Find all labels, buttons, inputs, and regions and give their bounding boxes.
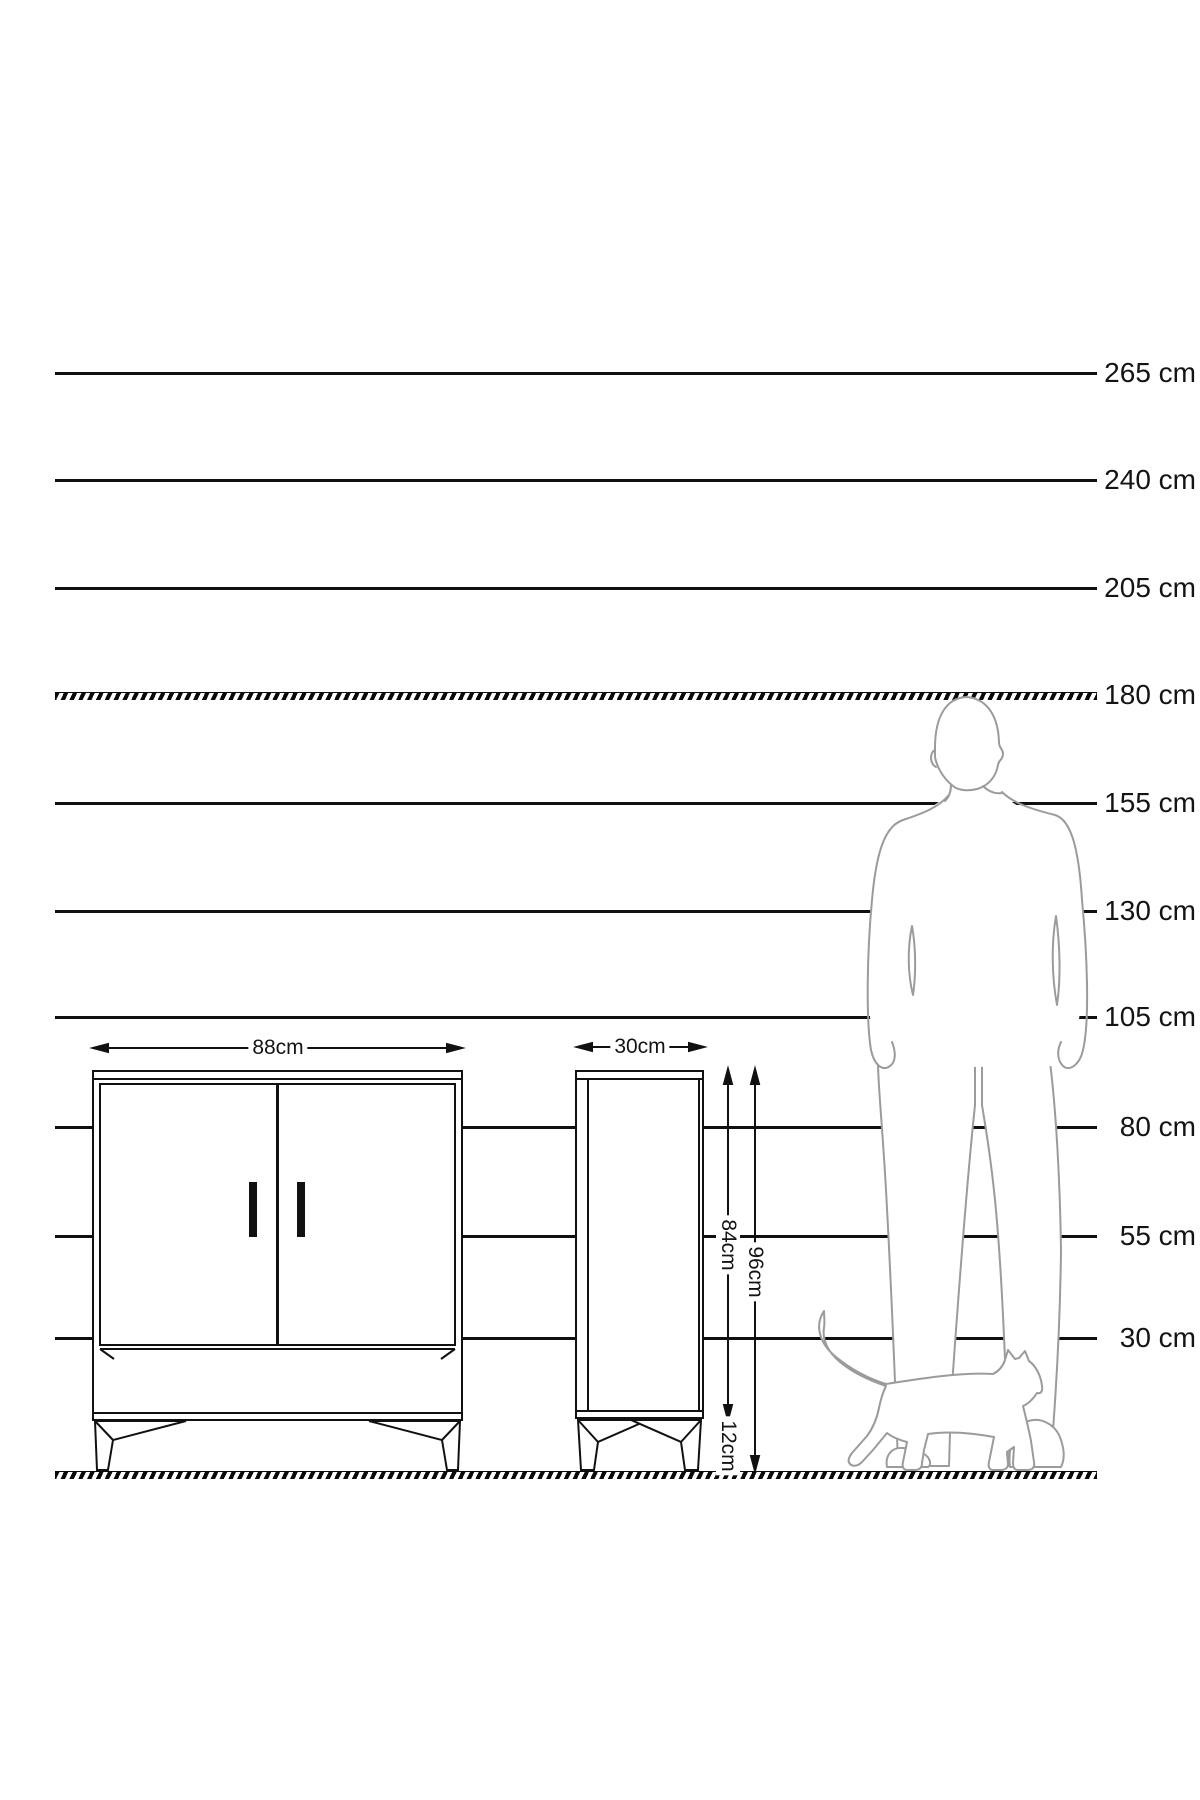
height-label-205: 205 cm xyxy=(1104,572,1196,603)
front-left-leg xyxy=(95,1421,186,1470)
height-label-180: 180 cm xyxy=(1104,679,1196,710)
cabinet-side-view xyxy=(576,1071,703,1470)
dim-label-total-height: 96cm xyxy=(743,1242,767,1301)
height-label-240: 240 cm xyxy=(1104,464,1196,495)
height-label-30: 30 cm xyxy=(1119,1322,1196,1353)
height-label-105: 105 cm xyxy=(1104,1001,1196,1032)
side-right-leg xyxy=(631,1420,701,1470)
front-left-door-handle xyxy=(250,1183,256,1236)
dim-label-side-depth: 30cm xyxy=(610,1035,669,1059)
dim-label-leg-height: 12cm xyxy=(716,1416,740,1475)
height-label-155: 155 cm xyxy=(1104,787,1196,818)
man-head xyxy=(935,697,1003,790)
height-label-55: 55 cm xyxy=(1119,1220,1196,1251)
height-label-80: 80 cm xyxy=(1119,1111,1196,1142)
dim-label-body-height: 84cm xyxy=(716,1215,740,1274)
cabinet-front-view xyxy=(93,1071,462,1470)
height-label-130: 130 cm xyxy=(1104,895,1196,926)
front-right-leg xyxy=(369,1421,460,1470)
height-label-265: 265 cm xyxy=(1104,357,1196,388)
dim-label-front-width: 88cm xyxy=(248,1036,307,1060)
side-body xyxy=(576,1071,703,1418)
side-left-leg xyxy=(578,1420,648,1470)
man-silhouette xyxy=(868,697,1087,1467)
front-right-door-handle xyxy=(298,1183,304,1236)
